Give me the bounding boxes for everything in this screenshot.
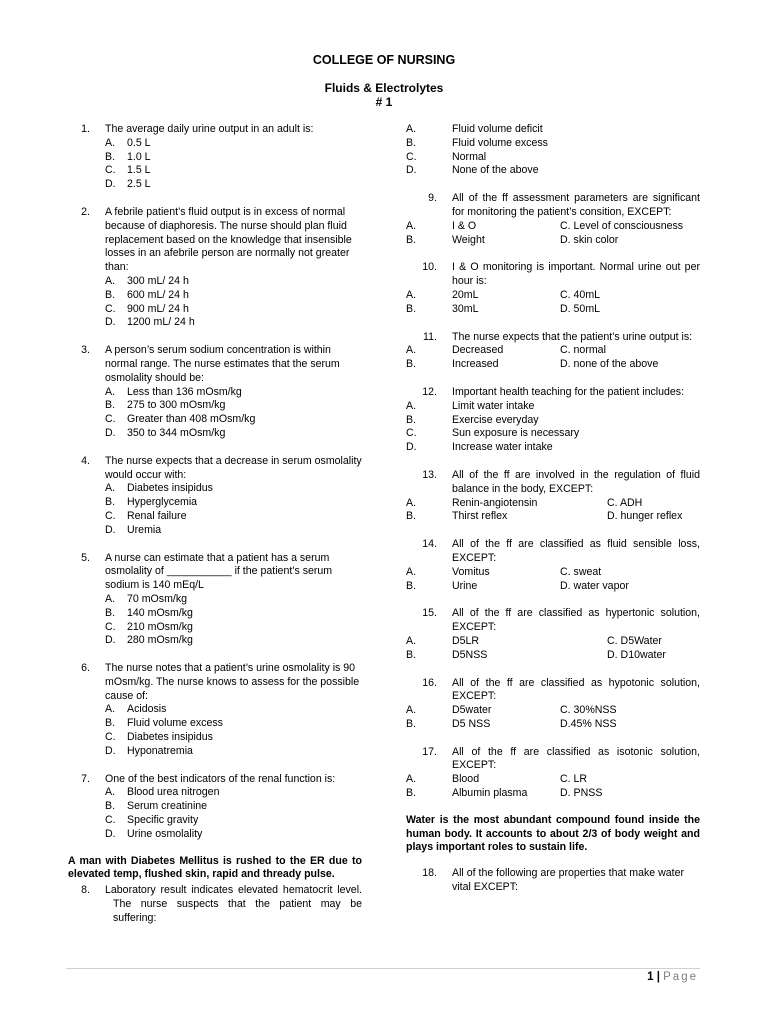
option-text: Blood <box>452 773 480 786</box>
option-letter: C. <box>105 620 116 633</box>
page-label: Page <box>663 971 698 983</box>
option-letter: A. <box>105 592 116 605</box>
option-letter: B. <box>406 233 417 246</box>
option-letter: B. <box>406 136 417 149</box>
option-letter: D. <box>105 316 116 329</box>
option-letter: A. <box>406 773 417 786</box>
answer-option-row <box>406 358 700 372</box>
option-text: Increased <box>452 358 499 371</box>
case-scenario-right: Water is the most abundant compound found inside the human body. It accounts to about 2/3 of body weight and plays important roles to sustain life. <box>406 813 700 854</box>
question-15 <box>406 607 700 662</box>
question-text: The average daily urine output in an adult is: <box>105 123 314 135</box>
question-5 <box>68 552 362 649</box>
option-letter: D. <box>105 523 116 536</box>
option-letter: A. <box>406 634 417 647</box>
question-text: Important health teaching for the patient includes: <box>452 385 685 398</box>
option-letter: A. <box>105 274 116 287</box>
option-list <box>105 482 362 537</box>
option-text: Fluid volume deficit <box>452 123 543 135</box>
option-letter: B. <box>406 717 417 730</box>
option-letter: D. <box>105 178 116 191</box>
option-text: Urine osmolality <box>127 827 203 840</box>
option-letter: B. <box>406 510 417 523</box>
answer-option <box>406 151 700 165</box>
option-list <box>105 386 362 441</box>
option-text: C. Level of consciousness <box>560 219 684 232</box>
right-question-list <box>406 192 700 801</box>
option-text: Less than 136 mOsm/kg <box>127 385 242 398</box>
option-text: Increase water intake <box>452 441 553 454</box>
question-text: All of the following are properties that make water vital EXCEPT: <box>452 867 685 894</box>
option-letter: C. <box>406 427 417 440</box>
question-number: 6. <box>81 662 90 675</box>
answer-option-row <box>406 497 700 511</box>
option-text: D. D10water <box>607 648 666 661</box>
option-text: 2.5 L <box>127 178 151 191</box>
answer-option <box>105 524 362 538</box>
option-text: D. water vapor <box>560 579 629 592</box>
option-text: 600 mL/ 24 h <box>127 288 189 301</box>
option-text: Vomitus <box>452 565 490 578</box>
question-text: All of the ff are classified as hypertonic solution, EXCEPT: <box>452 607 700 634</box>
option-letter: C. <box>105 164 116 177</box>
question-number: 1. <box>81 123 90 135</box>
answer-option <box>406 164 700 178</box>
answer-option-row <box>406 303 700 317</box>
answer-option <box>406 427 700 441</box>
answer-option <box>406 414 700 428</box>
option-text: Albumin plasma <box>452 787 528 800</box>
option-text: None of the above <box>452 164 539 177</box>
answer-option <box>406 137 700 151</box>
option-letter: B. <box>406 302 417 315</box>
option-letter: C. <box>105 302 116 315</box>
option-letter: B. <box>105 717 116 730</box>
question-8 <box>68 884 362 925</box>
option-text: D. 50mL <box>560 302 601 315</box>
option-text: Acidosis <box>127 703 167 716</box>
question-number: 15. <box>422 607 437 620</box>
question-text: All of the ff are classified as fluid sensible loss, EXCEPT: <box>452 538 700 564</box>
option-letter: B. <box>406 413 417 426</box>
question-number: 5. <box>81 551 90 564</box>
question-10 <box>406 261 700 316</box>
answer-option-row <box>406 580 700 594</box>
option-text: D.45% NSS <box>560 717 617 730</box>
option-text: 350 to 344 mOsm/kg <box>127 426 226 439</box>
question-number: 4. <box>81 454 90 467</box>
option-text: Uremia <box>127 523 162 536</box>
question-14 <box>406 538 700 593</box>
answer-option-row <box>406 344 700 358</box>
question-4 <box>68 455 362 538</box>
option-letter: C. <box>105 814 116 827</box>
option-letter: C. <box>105 413 116 426</box>
answer-option <box>105 717 362 731</box>
page-footer <box>647 971 698 985</box>
question-number: 14. <box>422 538 437 551</box>
option-text: Urine <box>452 579 478 592</box>
answer-option <box>105 703 362 717</box>
question-number: 11. <box>423 330 437 343</box>
answer-option <box>105 814 362 828</box>
option-letter: A. <box>406 704 417 717</box>
college-title: COLLEGE OF NURSING <box>312 53 456 67</box>
option-text: Serum creatinine <box>127 800 208 813</box>
question-number: 17. <box>422 745 437 758</box>
option-letter: A. <box>105 136 116 149</box>
option-text: D5water <box>452 704 492 717</box>
option-letter: A. <box>406 344 417 357</box>
answer-option <box>105 731 362 745</box>
question-3 <box>68 344 362 441</box>
option-text: Greater than 408 mOsm/kg <box>127 413 256 426</box>
answer-option <box>105 316 362 330</box>
option-text: 30mL <box>452 302 479 315</box>
option-letter: A. <box>105 786 116 799</box>
option-list <box>105 786 362 841</box>
answer-option <box>105 386 362 400</box>
option-text: 70 mOsm/kg <box>127 592 188 605</box>
option-text: 275 to 300 mOsm/kg <box>127 399 226 412</box>
left-question-list <box>68 123 362 842</box>
question-13 <box>406 469 700 524</box>
question-text: Laboratory result indicates elevated hematocrit level. The nurse suspects that the patient may be suffering: <box>105 884 362 924</box>
option-letter: D. <box>406 441 417 454</box>
answer-option <box>105 510 362 524</box>
option-text: Diabetes insipidus <box>127 731 213 744</box>
option-letter: C. <box>105 731 116 744</box>
option-letter: B. <box>105 496 116 509</box>
option-letter: A. <box>105 703 116 716</box>
answer-option <box>105 800 362 814</box>
option-text: 0.5 L <box>127 136 151 149</box>
answer-option <box>406 400 700 414</box>
question-1 <box>68 123 362 192</box>
option-letter: A. <box>406 288 417 301</box>
question-number: 8. <box>81 884 90 897</box>
question-9 <box>406 192 700 247</box>
question-text: One of the best indicators of the renal function is: <box>105 772 336 785</box>
answer-option <box>105 137 362 151</box>
option-letter: D. <box>105 827 116 840</box>
question-number: 9. <box>428 192 437 205</box>
option-letter: D. <box>105 426 116 439</box>
question-number: 16. <box>422 676 437 689</box>
option-letter: C. <box>105 509 116 522</box>
right-column <box>406 123 700 909</box>
question-text: A nurse can estimate that a patient has a serum osmolality of ___________ if the patient’s serum sodium is 140 mEq/L <box>105 551 333 592</box>
question-number: 10. <box>422 261 437 274</box>
option-text: 210 mOsm/kg <box>127 620 193 633</box>
option-letter: A. <box>105 482 116 495</box>
option-text: D. PNSS <box>560 787 603 800</box>
question-text: The nurse notes that a patient’s urine osmolality is 90 mOsm/kg. The nurse knows to assess for the possible cause of: <box>105 662 360 702</box>
option-list <box>105 275 362 330</box>
footer-divider <box>66 968 700 969</box>
question-text: The nurse expects that a decrease in serum osmolality would occur with: <box>105 454 362 481</box>
option-text: I & O <box>452 219 477 232</box>
option-text: Fluid volume excess <box>452 136 548 149</box>
option-letter: A. <box>406 496 417 509</box>
left-column <box>68 123 362 940</box>
option-text: C. sweat <box>560 565 602 578</box>
option-text: C. D5Water <box>607 634 662 647</box>
option-list <box>105 593 362 648</box>
option-text: Hyponatremia <box>127 744 193 757</box>
option-letter: B. <box>406 579 417 592</box>
option-letter: B. <box>406 358 417 371</box>
answer-option <box>105 399 362 413</box>
question-6 <box>68 662 362 759</box>
question-18 <box>406 867 700 895</box>
option-letter: B. <box>105 606 116 619</box>
question-2 <box>68 206 362 330</box>
option-letter: A. <box>406 399 417 412</box>
option-text: Renal failure <box>127 509 187 522</box>
question-number: 7. <box>81 772 90 785</box>
option-letter: A. <box>105 385 116 398</box>
option-text: Diabetes insipidus <box>127 482 213 495</box>
answer-option <box>105 289 362 303</box>
option-text: D. hunger reflex <box>607 510 683 523</box>
answer-option-row <box>406 510 700 524</box>
option-letter: B. <box>105 800 116 813</box>
option-letter: A. <box>406 565 417 578</box>
option-text: C. ADH <box>607 496 643 509</box>
option-text: 300 mL/ 24 h <box>127 274 189 287</box>
answer-option-row <box>406 649 700 663</box>
question-number: 3. <box>81 344 90 357</box>
option-text: Blood urea nitrogen <box>127 786 220 799</box>
answer-option-row <box>406 220 700 234</box>
option-text: Thirst reflex <box>452 510 508 523</box>
answer-option <box>105 634 362 648</box>
option-text: Hyperglycemia <box>127 496 198 509</box>
option-text: Limit water intake <box>452 399 535 412</box>
answer-option-row <box>406 635 700 649</box>
answer-option <box>105 151 362 165</box>
option-letter: D. <box>406 164 417 177</box>
question-number: 2. <box>81 205 90 218</box>
option-text: Weight <box>452 233 485 246</box>
option-letter: A. <box>406 123 417 135</box>
question-text: All of the ff are classified as isotonic solution, EXCEPT: <box>452 745 700 772</box>
option-text: D5LR <box>452 634 480 647</box>
question-16 <box>406 677 700 732</box>
option-text: Sun exposure is necessary <box>452 427 580 440</box>
question-text: All of the ff assessment parameters are significant for monitoring the patient’s consition, EXCEPT: <box>452 192 700 218</box>
answer-option-row <box>406 704 700 718</box>
answer-option-row <box>406 234 700 248</box>
option-letter: C. <box>406 150 417 163</box>
answer-option-row <box>406 289 700 303</box>
option-text: Exercise everyday <box>452 413 539 426</box>
option-text: 1.0 L <box>127 150 151 163</box>
question-text: All of the ff are classified as hypotonic solution, EXCEPT: <box>452 676 700 703</box>
answer-option <box>105 607 362 621</box>
question-11 <box>406 331 700 372</box>
question-12 <box>406 386 700 455</box>
question-text: A person’s serum sodium concentration is within normal range. The nurse estimates that the serum osmolality should be: <box>105 344 340 384</box>
option-text: 1.5 L <box>127 164 151 177</box>
answer-option <box>105 621 362 635</box>
option-text: Fluid volume excess <box>127 717 223 730</box>
answer-option-row <box>406 566 700 580</box>
answer-option-row <box>406 787 700 801</box>
answer-option-row <box>406 718 700 732</box>
option-letter: B. <box>105 150 116 163</box>
answer-option <box>105 593 362 607</box>
option-letter: B. <box>105 288 116 301</box>
option-letter: B. <box>105 399 116 412</box>
subject-title: Fluids & Electrolytes <box>324 81 444 95</box>
answer-option <box>105 482 362 496</box>
answer-option <box>105 786 362 800</box>
answer-option <box>105 275 362 289</box>
answer-option <box>105 427 362 441</box>
option-text: C. LR <box>560 773 588 786</box>
question-text: I & O monitoring is important. Normal urine out per hour is: <box>452 261 700 288</box>
option-text: Normal <box>452 150 487 163</box>
option-text: 20mL <box>452 288 479 301</box>
answer-option <box>105 303 362 317</box>
option-letter: D. <box>105 634 116 647</box>
option-letter: B. <box>406 787 417 800</box>
question-number: 12. <box>422 385 437 398</box>
answer-option <box>105 745 362 759</box>
option-letter: D. <box>105 744 116 757</box>
option-text: 140 mOsm/kg <box>127 606 193 619</box>
question-7 <box>68 773 362 842</box>
option-letter: A. <box>406 219 417 232</box>
option-text: C. normal <box>560 344 606 357</box>
question-text: A febrile patient’s fluid output is in excess of normal because of diaphoresis. The nurse should plan fluid replacement based on the knowledge that insensible losses in an afebrile person are normally not greater than: <box>105 205 352 274</box>
option-text: 900 mL/ 24 h <box>127 302 189 315</box>
option-letter: B. <box>406 648 417 661</box>
question-number: 13. <box>422 468 437 481</box>
option-text: D. skin color <box>560 233 619 246</box>
set-number: # 1 <box>375 95 393 109</box>
option-text: D. none of the above <box>560 358 659 371</box>
option-text: 280 mOsm/kg <box>127 634 193 647</box>
option-text: Decreased <box>452 344 504 357</box>
case-scenario-left: A man with Diabetes Mellitus is rushed to the ER due to elevated temp, flushed skin, rapid and thready pulse. <box>68 854 362 881</box>
question-17 <box>406 746 700 801</box>
question-text: All of the ff are involved in the regulation of fluid balance in the body, EXCEPT: <box>452 468 700 495</box>
option-text: Specific gravity <box>127 814 199 827</box>
answer-option <box>105 496 362 510</box>
option-text: 1200 mL/ 24 h <box>127 316 195 329</box>
option-text: Renin-angiotensin <box>452 496 538 509</box>
option-text: D5 NSS <box>452 717 491 730</box>
option-text: C. 40mL <box>560 288 601 301</box>
question-8-options <box>406 123 700 178</box>
question-text: The nurse expects that the patient’s urine output is: <box>452 330 693 343</box>
option-text: D5NSS <box>452 648 488 661</box>
answer-option-row <box>406 773 700 787</box>
answer-option <box>105 164 362 178</box>
question-number: 18. <box>422 867 437 880</box>
answer-option <box>406 441 700 455</box>
page-number: 1 <box>647 971 654 983</box>
option-text: C. 30%NSS <box>560 704 617 717</box>
option-list <box>105 137 362 192</box>
answer-option <box>105 828 362 842</box>
page-separator: | <box>656 971 660 983</box>
answer-option <box>406 123 700 137</box>
answer-option <box>105 178 362 192</box>
answer-option <box>105 413 362 427</box>
option-list <box>105 703 362 758</box>
